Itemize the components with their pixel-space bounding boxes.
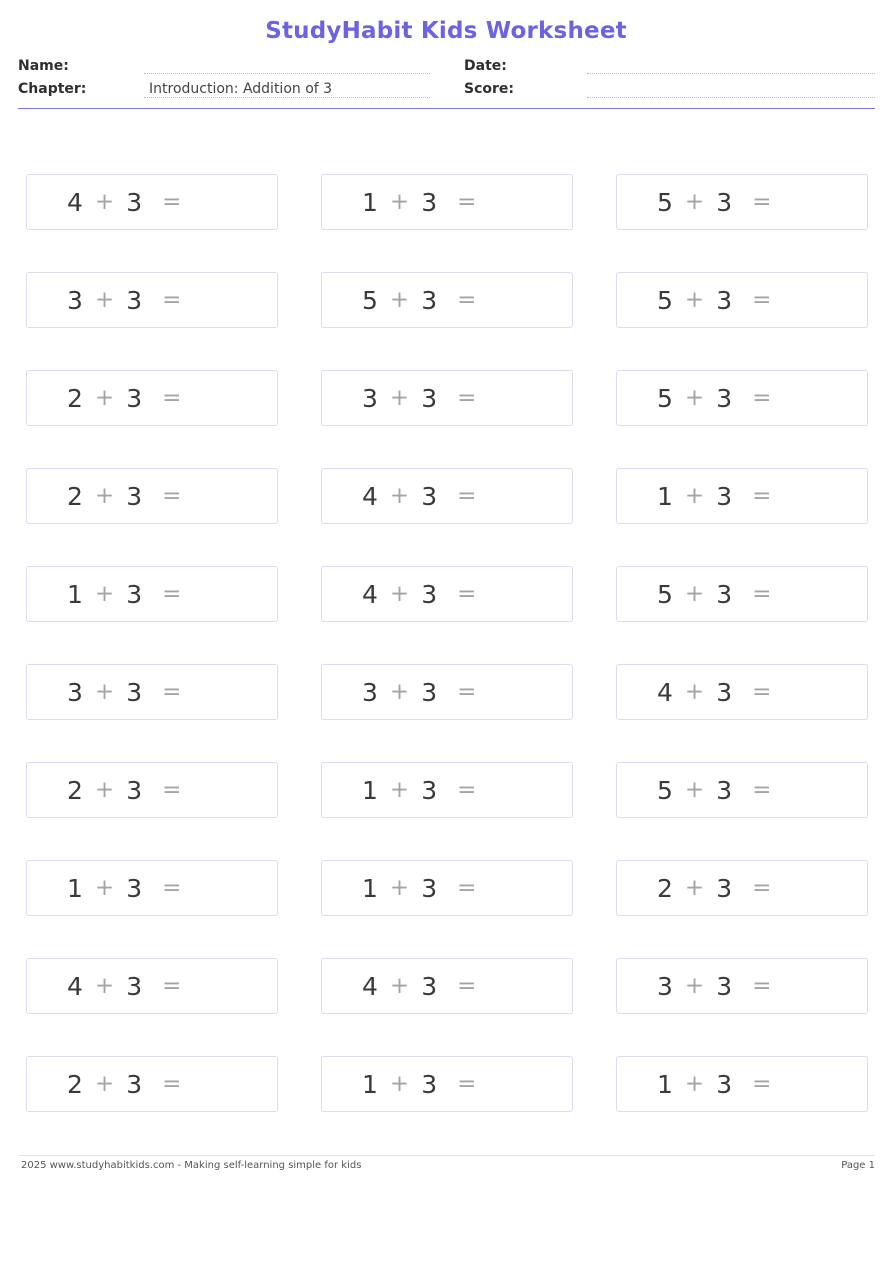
- worksheet-title: StudyHabit Kids Worksheet: [265, 18, 627, 44]
- equals-sign: =: [457, 875, 477, 901]
- problem-card[interactable]: [26, 370, 278, 426]
- equals-sign: =: [752, 385, 772, 411]
- equals-sign: =: [752, 483, 772, 509]
- problem-card[interactable]: [26, 958, 278, 1014]
- addend-b: 3: [716, 481, 733, 511]
- problem-card[interactable]: [321, 468, 573, 524]
- plus-sign: +: [389, 777, 410, 803]
- problem-card[interactable]: [321, 958, 573, 1014]
- addend-b: 3: [126, 187, 143, 217]
- equals-sign: =: [162, 287, 182, 313]
- addend-b: 3: [126, 579, 143, 609]
- problem-card[interactable]: [26, 664, 278, 720]
- equals-sign: =: [162, 385, 182, 411]
- equals-sign: =: [457, 385, 477, 411]
- problem-card[interactable]: [26, 1056, 278, 1112]
- equals-sign: =: [752, 973, 772, 999]
- addend-a: 5: [657, 579, 673, 609]
- problem-card[interactable]: [26, 272, 278, 328]
- name-label: Name:: [18, 58, 69, 74]
- plus-sign: +: [94, 1071, 115, 1097]
- addend-b: 3: [716, 1069, 733, 1099]
- addend-a: 3: [362, 383, 378, 413]
- plus-sign: +: [389, 679, 410, 705]
- equals-sign: =: [457, 679, 477, 705]
- addend-a: 2: [67, 481, 83, 511]
- date-label: Date:: [464, 58, 507, 74]
- plus-sign: +: [684, 1071, 705, 1097]
- addend-b: 3: [716, 873, 733, 903]
- equals-sign: =: [457, 973, 477, 999]
- plus-sign: +: [684, 581, 705, 607]
- score-line[interactable]: [587, 97, 875, 98]
- problem-card[interactable]: [26, 174, 278, 230]
- equals-sign: =: [162, 581, 182, 607]
- addend-a: 3: [67, 285, 83, 315]
- equals-sign: =: [457, 287, 477, 313]
- problem-card[interactable]: [616, 664, 868, 720]
- addend-b: 3: [126, 873, 143, 903]
- name-line[interactable]: [144, 73, 430, 74]
- addend-b: 3: [421, 775, 438, 805]
- addend-b: 3: [716, 579, 733, 609]
- addend-b: 3: [716, 971, 733, 1001]
- problem-card[interactable]: [616, 272, 868, 328]
- equals-sign: =: [162, 1071, 182, 1097]
- plus-sign: +: [94, 679, 115, 705]
- plus-sign: +: [94, 287, 115, 313]
- addend-a: 5: [657, 285, 673, 315]
- plus-sign: +: [389, 287, 410, 313]
- addend-b: 3: [421, 383, 438, 413]
- plus-sign: +: [94, 385, 115, 411]
- addend-b: 3: [126, 383, 143, 413]
- footer-divider: [18, 1155, 875, 1156]
- addend-a: 1: [67, 873, 83, 903]
- plus-sign: +: [94, 875, 115, 901]
- problem-card[interactable]: [616, 468, 868, 524]
- plus-sign: +: [94, 189, 115, 215]
- addend-b: 3: [716, 187, 733, 217]
- problem-card[interactable]: [616, 370, 868, 426]
- chapter-label: Chapter:: [18, 81, 87, 97]
- addend-a: 2: [67, 383, 83, 413]
- addend-b: 3: [126, 775, 143, 805]
- addend-a: 3: [67, 677, 83, 707]
- equals-sign: =: [457, 777, 477, 803]
- addend-b: 3: [716, 677, 733, 707]
- addend-a: 2: [67, 775, 83, 805]
- problem-grid: [26, 174, 868, 1112]
- equals-sign: =: [752, 1071, 772, 1097]
- plus-sign: +: [684, 875, 705, 901]
- problem-card[interactable]: [616, 566, 868, 622]
- equals-sign: =: [752, 189, 772, 215]
- plus-sign: +: [94, 973, 115, 999]
- addend-a: 4: [67, 971, 83, 1001]
- plus-sign: +: [94, 777, 115, 803]
- equals-sign: =: [162, 483, 182, 509]
- addend-b: 3: [126, 971, 143, 1001]
- equals-sign: =: [162, 679, 182, 705]
- plus-sign: +: [389, 385, 410, 411]
- problem-card[interactable]: [321, 370, 573, 426]
- equals-sign: =: [457, 483, 477, 509]
- chapter-line: [144, 97, 430, 98]
- plus-sign: +: [684, 483, 705, 509]
- addend-a: 1: [67, 579, 83, 609]
- plus-sign: +: [389, 189, 410, 215]
- equals-sign: =: [752, 875, 772, 901]
- plus-sign: +: [389, 483, 410, 509]
- problem-card[interactable]: [26, 566, 278, 622]
- addend-b: 3: [421, 971, 438, 1001]
- equals-sign: =: [162, 777, 182, 803]
- addend-b: 3: [716, 383, 733, 413]
- problem-card[interactable]: [321, 272, 573, 328]
- problem-card[interactable]: [321, 762, 573, 818]
- problem-card[interactable]: [26, 468, 278, 524]
- problem-card[interactable]: [616, 860, 868, 916]
- problem-card[interactable]: [321, 566, 573, 622]
- problem-card[interactable]: [616, 174, 868, 230]
- addend-b: 3: [421, 579, 438, 609]
- plus-sign: +: [684, 385, 705, 411]
- addend-b: 3: [716, 285, 733, 315]
- equals-sign: =: [457, 189, 477, 215]
- addend-b: 3: [126, 1069, 143, 1099]
- plus-sign: +: [684, 189, 705, 215]
- problem-card[interactable]: [616, 958, 868, 1014]
- addend-a: 1: [362, 187, 378, 217]
- equals-sign: =: [752, 581, 772, 607]
- addend-a: 1: [657, 1069, 673, 1099]
- addend-a: 5: [657, 187, 673, 217]
- addend-a: 2: [657, 873, 673, 903]
- addend-b: 3: [126, 481, 143, 511]
- date-line[interactable]: [587, 73, 875, 74]
- chapter-value: Introduction: Addition of 3: [149, 81, 333, 97]
- addend-a: 5: [362, 285, 378, 315]
- problem-card[interactable]: [321, 860, 573, 916]
- plus-sign: +: [684, 287, 705, 313]
- addend-a: 2: [67, 1069, 83, 1099]
- addend-a: 1: [362, 1069, 378, 1099]
- plus-sign: +: [389, 973, 410, 999]
- addend-a: 4: [657, 677, 673, 707]
- page-number: Page 1: [841, 1160, 875, 1171]
- addend-a: 1: [362, 873, 378, 903]
- equals-sign: =: [162, 189, 182, 215]
- problem-card[interactable]: [616, 762, 868, 818]
- addend-b: 3: [421, 285, 438, 315]
- addend-a: 3: [657, 971, 673, 1001]
- plus-sign: +: [94, 581, 115, 607]
- problem-card[interactable]: [26, 860, 278, 916]
- equals-sign: =: [752, 777, 772, 803]
- plus-sign: +: [389, 875, 410, 901]
- equals-sign: =: [162, 875, 182, 901]
- addend-b: 3: [126, 285, 143, 315]
- equals-sign: =: [752, 287, 772, 313]
- equals-sign: =: [457, 1071, 477, 1097]
- plus-sign: +: [94, 483, 115, 509]
- problem-card[interactable]: [616, 1056, 868, 1112]
- plus-sign: +: [389, 581, 410, 607]
- problem-card[interactable]: [321, 664, 573, 720]
- plus-sign: +: [684, 777, 705, 803]
- addend-a: 4: [362, 971, 378, 1001]
- header-divider: [18, 108, 875, 109]
- problem-card[interactable]: [321, 174, 573, 230]
- problem-card[interactable]: [321, 1056, 573, 1112]
- addend-b: 3: [421, 187, 438, 217]
- equals-sign: =: [752, 679, 772, 705]
- score-label: Score:: [464, 81, 514, 97]
- addend-b: 3: [421, 1069, 438, 1099]
- equals-sign: =: [457, 581, 477, 607]
- addend-b: 3: [716, 775, 733, 805]
- addend-a: 4: [362, 579, 378, 609]
- addend-a: 1: [362, 775, 378, 805]
- equals-sign: =: [162, 973, 182, 999]
- addend-a: 5: [657, 383, 673, 413]
- addend-a: 5: [657, 775, 673, 805]
- addend-a: 4: [67, 187, 83, 217]
- plus-sign: +: [684, 973, 705, 999]
- addend-b: 3: [421, 481, 438, 511]
- addend-a: 4: [362, 481, 378, 511]
- addend-b: 3: [126, 677, 143, 707]
- plus-sign: +: [684, 679, 705, 705]
- footer-credit: 2025 www.studyhabitkids.com - Making self-learning simple for kids: [21, 1160, 362, 1171]
- problem-card[interactable]: [26, 762, 278, 818]
- addend-a: 1: [657, 481, 673, 511]
- addend-b: 3: [421, 873, 438, 903]
- plus-sign: +: [389, 1071, 410, 1097]
- addend-a: 3: [362, 677, 378, 707]
- addend-b: 3: [421, 677, 438, 707]
